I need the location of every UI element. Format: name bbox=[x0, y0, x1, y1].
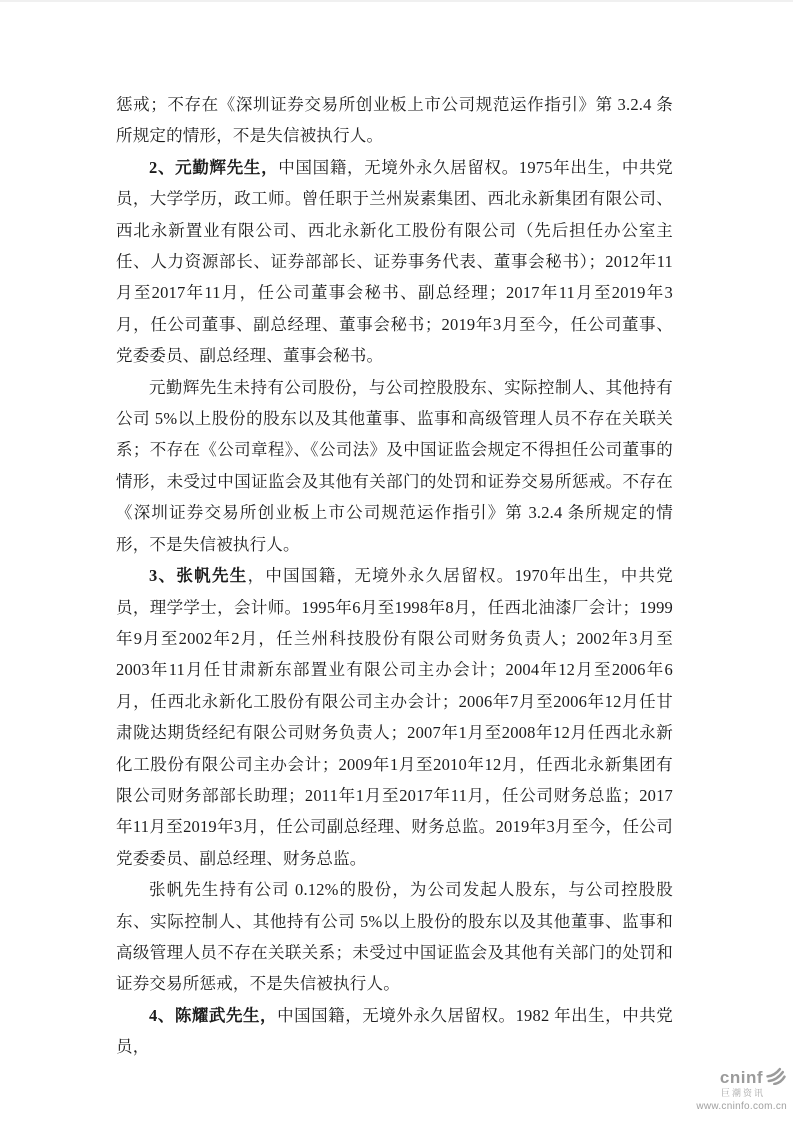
paragraph-text: 惩戒；不存在《深圳证券交易所创业板上市公司规范运作指引》第 3.2.4 条所规定的情形，不是失信被执行人。 bbox=[116, 95, 673, 146]
paragraph-yuan-qinhui-disclaimer bbox=[116, 372, 673, 560]
cninfo-brand-cn: 巨潮资讯 bbox=[720, 1088, 765, 1099]
paragraph-lead: 3、张帆先生 bbox=[149, 566, 248, 586]
paragraph-text: 中国国籍，无境外永久居留权。1975年出生，中共党员，大学学历，政工师。曾任职于兰州炭素集团、西北永新集团有限公司、西北永新置业有限公司、西北永新化工股份有限公司（先后担任办公室主任、人力资源部长、证券部部长、证券事务代表、董事会秘书）；2012年11月至2017年11月，任公司董事会秘书、副总经理；2017年11月至2019年3月，任公司董事、副总经理、董事会秘书；2019年3月至今，任公司董事、党委委员、副总经理、董事会秘书。 bbox=[116, 157, 674, 366]
cninfo-watermark bbox=[696, 1068, 787, 1112]
cninfo-brand-text: cninf bbox=[719, 1067, 763, 1087]
cninfo-brand-row bbox=[696, 1068, 787, 1090]
paragraph-text: 元勤辉先生未持有公司股份，与公司控股股东、实际控制人、其他持有公司 5%以上股份的股东以及其他董事、监事和高级管理人员不存在关联关系；不存在《公司章程》、《公司法》及中国证监会规定不得担任公司董事的情形，未受过中国证监会及其他有关部门的处罚和证券交易所惩戒。不存在《深圳证券交易所创业板上市公司规范运作指引》第 3.2.4 条所规定的情形，不是失信被执行人。 bbox=[116, 377, 673, 554]
cninfo-swirl-icon bbox=[765, 1066, 787, 1090]
paragraph-zhang-fan-bio bbox=[116, 560, 673, 874]
paragraph-zhang-fan-disclaimer bbox=[116, 874, 673, 1000]
paragraph-lead: 4、陈耀武先生， bbox=[149, 1005, 278, 1025]
document-body bbox=[116, 89, 673, 1063]
cninfo-url: www.cninfo.com.cn bbox=[696, 1101, 787, 1112]
paragraph-text: 张帆先生持有公司 0.12%的股份，为公司发起人股东，与公司控股股东、实际控制人、其他持有公司 5%以上股份的股东以及其他董事、监事和高级管理人员不存在关联关系；未受过中国证监会及其他有关部门的处罚和证券交易所惩戒，不是失信被执行人。 bbox=[116, 880, 673, 994]
paragraph-chen-yaowu-bio bbox=[116, 1000, 673, 1063]
paragraph-lead: 2、元勤辉先生， bbox=[149, 157, 279, 177]
paragraph-text: 中国国籍，无境外永久居留权。1982 年出生，中共党员， bbox=[116, 1005, 673, 1057]
paragraph-text: ，中国国籍，无境外永久居留权。1970年出生，中共党员，理学学士，会计师。1995年6月至1998年8月，任西北油漆厂会计；1999年9月至2002年2月，任兰州科技股份有限公司财务负责人；2002年3月至2003年11月任甘肃新东部置业有限公司主办会计；2004年12月至2006年6月，任西北永新化工股份有限公司主办会计；2006年7月至2006年12月任甘肃陇达期货经纪有限公司财务负责人；2007年1月至2008年12月任西北永新化工股份有限公司主办会计；2009年1月至2010年12月，任西北永新集团有限公司财务部部长助理；2011年1月至2017年11月，任公司财务总监；2017年11月至2019年3月，任公司副总经理、财务总监。2019年3月至今，任公司党委委员、副总经理、财务总监。 bbox=[116, 566, 673, 868]
paragraph-continued-disclaimer bbox=[116, 89, 673, 152]
paragraph-yuan-qinhui-bio bbox=[116, 152, 673, 372]
